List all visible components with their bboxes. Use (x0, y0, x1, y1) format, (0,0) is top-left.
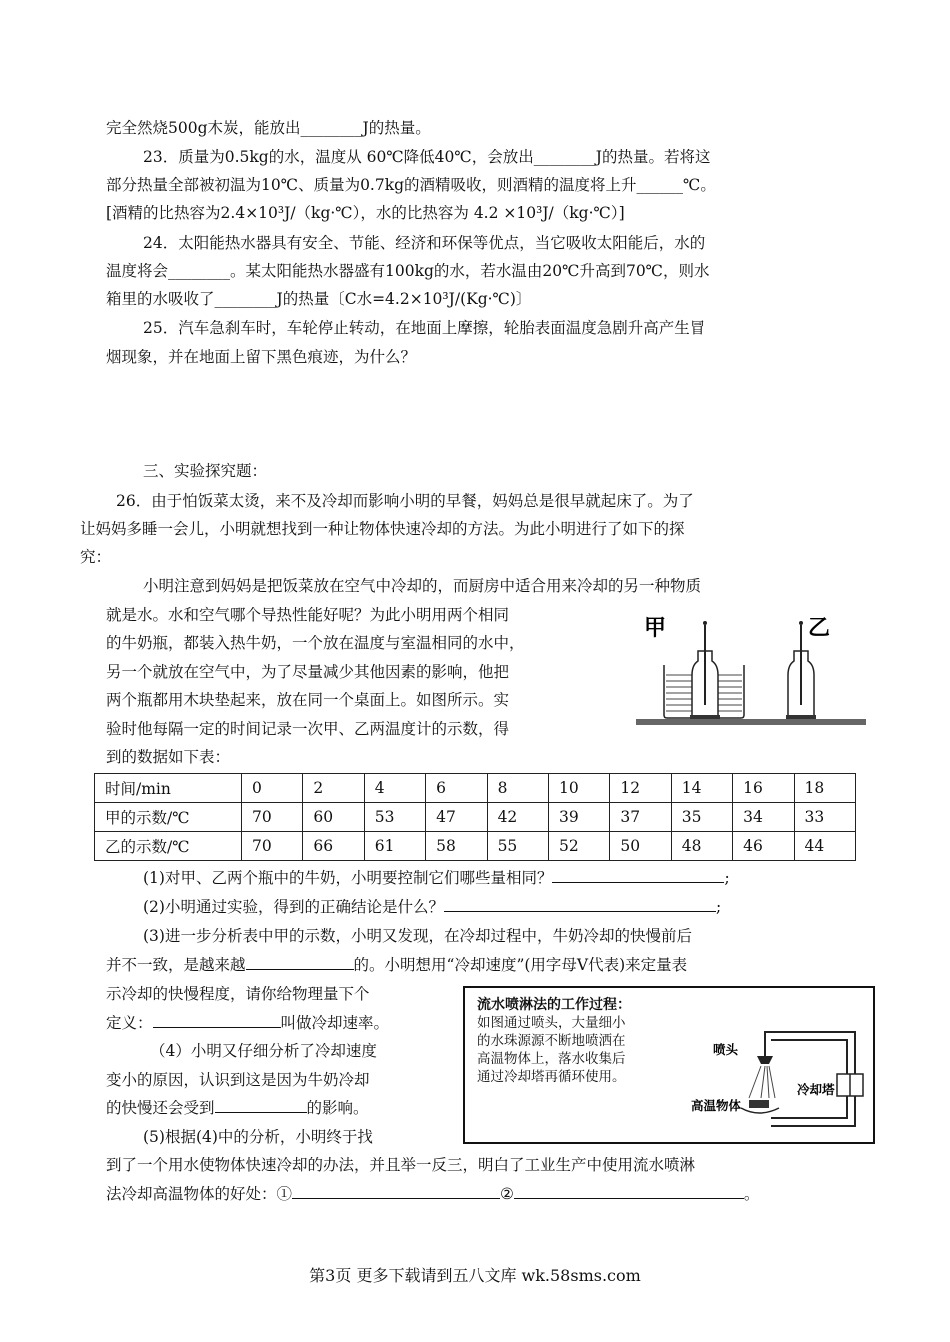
subq-5-2: 到了一个用水使物体快速冷却的办法，并且举一反三，明白了工业生产中使用流水喷淋 (106, 1156, 696, 1174)
line-q25-1: 25．汽车急刹车时，车轮停止转动，在地面上摩擦，轮胎表面温度急剧升高产生冒 (143, 319, 706, 337)
subq-4-2: 变小的原因，认识到这是因为牛奶冷却 (106, 1071, 370, 1089)
cell: 34 (733, 803, 794, 832)
subq-1-text: (1)对甲、乙两个瓶中的牛奶，小明要控制它们哪些量相同？ (143, 869, 553, 887)
answer-blank-4[interactable] (153, 1013, 281, 1028)
answer-blank-5[interactable] (215, 1098, 307, 1113)
cell: 33 (794, 803, 855, 832)
subq-3-2 (106, 955, 687, 975)
table-row-time (95, 774, 856, 803)
table-surface (636, 719, 866, 725)
label-hot-object: 高温物体 (691, 1098, 742, 1113)
line-q24-2: 温度将会________。某太阳能热水器盛有100kg的水，若水温由20℃升高到70℃，则水 (106, 262, 710, 280)
subq-4-3b: 的影响。 (306, 1099, 369, 1117)
row-label: 甲的示数/℃ (95, 803, 242, 832)
cell: 12 (610, 774, 671, 803)
wood-block-yi (786, 715, 816, 719)
cell: 70 (242, 803, 303, 832)
table-row-yi (95, 832, 856, 861)
subq-4-3a: 的快慢还会受到 (106, 1099, 215, 1117)
cell: 46 (733, 832, 794, 861)
line-q23-3: [酒精的比热容为2.4×10³J/（kg·℃），水的比热容为 4.2 ×10³J/（kg·℃）] (106, 204, 625, 222)
answer-blank-1[interactable] (552, 868, 724, 883)
subq-3-4b: 叫做冷却速率。 (280, 1014, 390, 1032)
subq-4-1: （4）小明又仔细分析了冷却速度 (150, 1042, 377, 1060)
hot-object-icon (749, 1100, 769, 1108)
nozzle-icon (757, 1056, 773, 1064)
answer-blank-7[interactable] (514, 1184, 744, 1199)
cell: 50 (610, 832, 671, 861)
line-q26-3: 究： (80, 548, 112, 566)
para-line-4: 另一个就放在空气中，为了尽量减少其他因素的影响，他把 (106, 663, 510, 681)
label-yi: 乙 (808, 616, 831, 641)
cell: 39 (548, 803, 609, 832)
para-line-6: 验时他每隔一定的时间记录一次甲、乙两温度计的示数，得 (106, 720, 510, 738)
cell: 8 (487, 774, 548, 803)
cell: 53 (364, 803, 425, 832)
subq-3-1: (3)进一步分析表中甲的示数，小明又发现，在冷却过程中，牛奶冷却的快慢前后 (143, 927, 692, 945)
subq-2-text: (2)小明通过实验，得到的正确结论是什么？ (143, 898, 444, 916)
para-line-7: 到的数据如下表： (106, 748, 231, 766)
para-line-5: 两个瓶都用木块垫起来，放在同一个桌面上。如图所示。实 (106, 691, 510, 709)
cell: 70 (242, 832, 303, 861)
subq-1: (1)对甲、乙两个瓶中的牛奶，小明要控制它们哪些量相同？ ; (143, 869, 730, 887)
collect-tray (741, 1108, 779, 1113)
cell: 6 (426, 774, 487, 803)
subq-5-3c: 。 (743, 1185, 760, 1203)
pipe-inner (771, 1040, 847, 1118)
cell: 61 (364, 832, 425, 861)
spray-droplets (749, 1066, 775, 1098)
line-q26-2: 让妈妈多睡一会儿，小明就想找到一种让物体快速冷却的方法。为此小明进行了如下的探 (80, 520, 685, 538)
box-text-2: 的水珠源源不断地喷洒在 (477, 1033, 626, 1049)
subq-5-3a: 法冷却高温物体的好处：① (106, 1185, 293, 1203)
cell: 0 (242, 774, 303, 803)
page-footer: 第3页 更多下载请到五八文库 wk.58sms.com (309, 1266, 641, 1285)
subq-4-3 (106, 1098, 369, 1118)
para-line-2: 就是水。水和空气哪个导热性能好呢？为此小明用两个相同 (106, 606, 510, 624)
cell: 58 (426, 832, 487, 861)
line-q25-2: 烟现象，并在地面上留下黑色痕迹，为什么？ (106, 348, 417, 366)
box-title: 流水喷淋法的工作过程： (477, 997, 631, 1013)
answer-blank-2[interactable] (444, 897, 716, 912)
milk-bottle-figure (636, 605, 866, 730)
cell: 37 (610, 803, 671, 832)
box-text-4: 通过冷却塔再循环使用。 (477, 1069, 626, 1085)
cell: 35 (671, 803, 732, 832)
table-row-jia (95, 803, 856, 832)
row-label: 乙的示数/℃ (95, 832, 242, 861)
cell: 14 (671, 774, 732, 803)
subq-2: (2)小明通过实验，得到的正确结论是什么？ ; (143, 898, 722, 916)
subq-5-3b: ② (500, 1185, 514, 1203)
cell: 16 (733, 774, 794, 803)
cell: 55 (487, 832, 548, 861)
subq-5-1: (5)根据(4)中的分析，小明终于找 (143, 1128, 373, 1146)
box-text-1: 如图通过喷头，大量细小 (477, 1015, 626, 1031)
cell: 18 (794, 774, 855, 803)
para-line-1: 小明注意到妈妈是把饭菜放在空气中冷却的，而厨房中适合用来冷却的另一种物质 (143, 577, 702, 595)
cell: 42 (487, 803, 548, 832)
cell: 4 (364, 774, 425, 803)
label-jia: 甲 (644, 616, 667, 641)
subq-3-2b: 的。小明想用“冷却速度”(用字母V代表)来定量表 (353, 956, 688, 974)
subq-3-2a: 并不一致，是越来越 (106, 956, 246, 974)
section-title-experiment: 三、实验探究题： (143, 462, 268, 480)
para-line-3: 的牛奶瓶，都装入热牛奶，一个放在温度与室温相同的水中， (106, 634, 525, 652)
label-nozzle: 喷头 (713, 1042, 739, 1057)
line-q24-1: 24．太阳能热水器具有安全、节能、经济和环保等优点，当它吸收太阳能后，水的 (143, 234, 706, 252)
line-q26-1: 26．由于怕饭菜太烫，来不及冷却而影响小明的早餐，妈妈总是很早就起床了。为了 (116, 492, 694, 510)
cell: 48 (671, 832, 732, 861)
line-q24-3: 箱里的水吸收了________J的热量〔C水=4.2×10³J/(Kg·℃)〕 (106, 290, 532, 308)
cell: 66 (303, 832, 364, 861)
subq-3-4a: 定义： (106, 1014, 153, 1032)
spray-diagram (687, 1014, 873, 1142)
box-text-3: 高温物体上，落水收集后 (477, 1051, 626, 1067)
label-cooling-tower: 冷却塔 (797, 1082, 835, 1097)
line-q23-2: 部分热量全部被初温为10℃、质量为0.7kg的酒精吸收，则酒精的温度将上升______℃。 (106, 176, 716, 194)
line-q23-1: 23．质量为0.5kg的水，温度从 60℃降低40℃，会放出________J的热量。若将这 (143, 148, 711, 166)
line-q22-end: 完全然烧500g木炭，能放出________J的热量。 (106, 119, 431, 137)
subq-3-3: 示冷却的快慢程度，请你给物理量下个 (106, 985, 370, 1003)
cell: 60 (303, 803, 364, 832)
cell: 52 (548, 832, 609, 861)
row-label: 时间/min (95, 774, 242, 803)
subq-3-4 (106, 1013, 389, 1033)
answer-blank-3[interactable] (246, 955, 354, 970)
cell: 10 (548, 774, 609, 803)
spray-cooling-box (463, 986, 875, 1144)
subq-5-3 (106, 1184, 759, 1204)
cell: 47 (426, 803, 487, 832)
temperature-table (94, 773, 856, 861)
cell: 2 (303, 774, 364, 803)
cell: 44 (794, 832, 855, 861)
wood-block-jia (690, 715, 720, 719)
answer-blank-6[interactable] (292, 1184, 500, 1199)
